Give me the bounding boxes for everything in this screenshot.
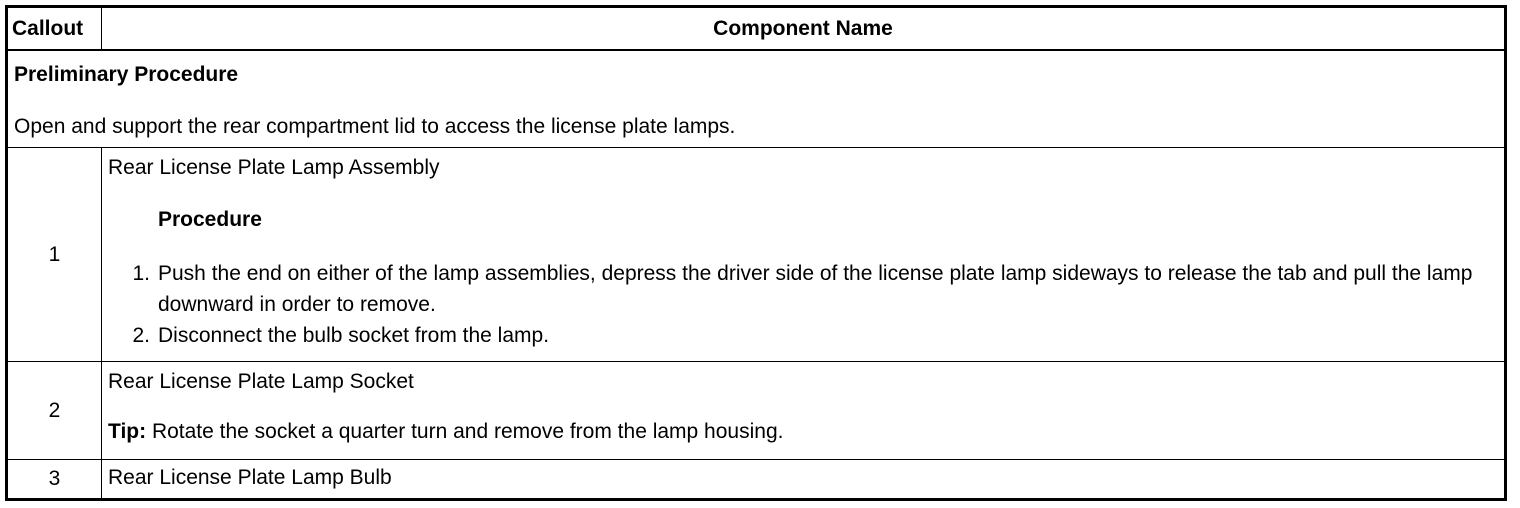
procedure-heading: Procedure [158,208,262,231]
procedure-steps [108,258,1498,351]
callout-number: 3 [7,460,102,500]
step-number: 1. [132,262,150,285]
preliminary-title: Preliminary Procedure [14,63,239,86]
procedure-step [108,258,1498,320]
component-name: Rear License Plate Lamp Assembly [108,156,440,179]
component-cell [102,148,1506,362]
preliminary-row [7,50,1506,148]
table-row [7,362,1506,460]
table-row [7,148,1506,362]
component-cell [102,460,1506,500]
component-table [5,5,1507,501]
callout-number: 1 [7,148,102,362]
callout-column-header: Callout [7,7,102,51]
preliminary-text: Open and support the rear compartment lid to access the license plate lamps. [14,115,736,138]
component-name: Rear License Plate Lamp Bulb [108,466,392,489]
step-text: Disconnect the bulb socket from the lamp. [158,324,550,347]
component-name-column-header: Component Name [102,7,1506,51]
component-cell [102,362,1506,460]
procedure-step [108,320,1498,351]
step-number: 2. [132,324,150,347]
table-row [7,460,1506,500]
callout-number: 2 [7,362,102,460]
tip-text: Rotate the socket a quarter turn and remove from the lamp housing. [146,420,784,443]
header-row [7,7,1506,51]
tip-label: Tip: [108,420,147,443]
tip-note [108,420,1498,444]
step-text: Push the end on either of the lamp assemblies, depress the driver side of the license plate lamp sideways to release the tab and pull the lamp downward in order to remove. [158,262,1473,316]
component-name: Rear License Plate Lamp Socket [108,370,414,393]
preliminary-cell [7,50,1506,148]
